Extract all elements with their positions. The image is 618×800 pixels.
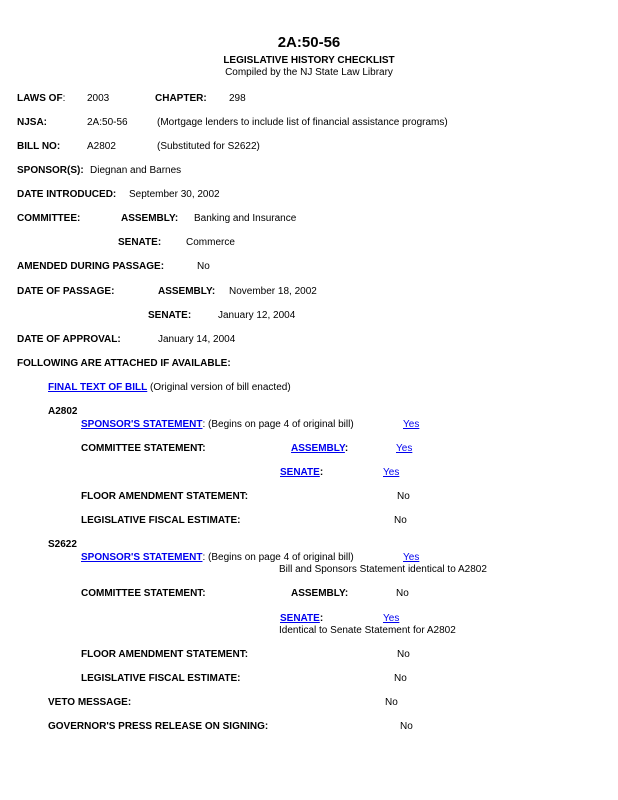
s2622-senate-sub: Identical to Senate Statement for A2802 bbox=[279, 625, 456, 636]
s2622-sponsor-note: : (Begins on page 4 of original bill) bbox=[202, 552, 354, 563]
s2622-senate-colon: : bbox=[319, 613, 324, 624]
a2802-assembly-yes-link[interactable]: Yes bbox=[396, 443, 413, 454]
s2622-committee-label: COMMITTEE STATEMENT: bbox=[81, 588, 206, 599]
s2622-senate-row bbox=[280, 613, 323, 625]
amended-label: AMENDED DURING PASSAGE: bbox=[17, 261, 165, 272]
bill-no-value: A2802 bbox=[87, 141, 116, 152]
laws-of-label: LAWS OF bbox=[17, 93, 63, 104]
a2802-fiscal-label: LEGISLATIVE FISCAL ESTIMATE: bbox=[81, 515, 241, 526]
njsa-note: (Mortgage lenders to include list of financial assistance programs) bbox=[157, 117, 448, 128]
s2622-senate-yes-link[interactable]: Yes bbox=[383, 613, 400, 624]
s2622-sponsor-statement-link[interactable]: SPONSOR'S STATEMENT bbox=[81, 552, 203, 563]
final-text-link[interactable]: FINAL TEXT OF BILL bbox=[48, 382, 148, 393]
a2802-senate-row bbox=[280, 467, 323, 479]
bill-no-note: (Substituted for S2622) bbox=[157, 141, 260, 152]
a2802-sponsor-note: : (Begins on page 4 of original bill) bbox=[202, 419, 354, 430]
laws-of-colon: : bbox=[62, 93, 66, 104]
s2622-fiscal-label: LEGISLATIVE FISCAL ESTIMATE: bbox=[81, 673, 241, 684]
a2802-sponsor-yes-link[interactable]: Yes bbox=[403, 419, 420, 430]
attached-heading: FOLLOWING ARE ATTACHED IF AVAILABLE: bbox=[17, 358, 231, 369]
page-subtitle: LEGISLATIVE HISTORY CHECKLIST bbox=[223, 55, 395, 66]
s2622-floor-value: No bbox=[397, 649, 410, 660]
s2622-fiscal-value: No bbox=[394, 673, 407, 684]
a2802-senate-colon: : bbox=[319, 467, 324, 478]
final-text-note: (Original version of bill enacted) bbox=[147, 382, 291, 393]
press-release-label: GOVERNOR'S PRESS RELEASE ON SIGNING: bbox=[48, 721, 269, 732]
date-introduced-value: September 30, 2002 bbox=[129, 189, 220, 200]
a2802-assembly-colon: : bbox=[344, 443, 349, 454]
date-of-passage-label: DATE OF PASSAGE: bbox=[17, 286, 115, 297]
njsa-label: NJSA: bbox=[17, 117, 48, 128]
committee-assembly-value: Banking and Insurance bbox=[194, 213, 297, 224]
a2802-assembly-link[interactable]: ASSEMBLY bbox=[291, 443, 345, 454]
press-release-value: No bbox=[400, 721, 413, 732]
a2802-senate-yes-link[interactable]: Yes bbox=[383, 467, 400, 478]
chapter-value: 298 bbox=[229, 93, 246, 104]
sponsors-label: SPONSOR(S): bbox=[17, 165, 84, 176]
bill-no-label: BILL NO: bbox=[17, 141, 61, 152]
passage-assembly-label: ASSEMBLY: bbox=[158, 286, 216, 297]
committee-senate-value: Commerce bbox=[186, 237, 235, 248]
s2622-floor-label: FLOOR AMENDMENT STATEMENT: bbox=[81, 649, 249, 660]
final-text-row bbox=[48, 382, 291, 394]
passage-senate-value: January 12, 2004 bbox=[218, 310, 296, 321]
s2622-heading: S2622 bbox=[48, 539, 77, 550]
a2802-senate-link[interactable]: SENATE bbox=[280, 467, 320, 478]
page-title: 2A:50-56 bbox=[277, 34, 341, 51]
a2802-committee-label: COMMITTEE STATEMENT: bbox=[81, 443, 206, 454]
s2622-assembly-value: No bbox=[396, 588, 409, 599]
s2622-assembly-label: ASSEMBLY: bbox=[291, 588, 349, 599]
laws-of-value: 2003 bbox=[87, 93, 110, 104]
committee-label: COMMITTEE: bbox=[17, 213, 81, 224]
date-of-approval-label: DATE OF APPROVAL: bbox=[17, 334, 121, 345]
date-of-approval-value: January 14, 2004 bbox=[158, 334, 236, 345]
a2802-heading: A2802 bbox=[48, 406, 78, 417]
njsa-value: 2A:50-56 bbox=[87, 117, 128, 128]
date-introduced-label: DATE INTRODUCED: bbox=[17, 189, 117, 200]
laws-of-label-group bbox=[17, 93, 65, 105]
compiled-by: Compiled by the NJ State Law Library bbox=[225, 67, 393, 78]
a2802-floor-value: No bbox=[397, 491, 410, 502]
committee-senate-label: SENATE: bbox=[118, 237, 162, 248]
passage-senate-label: SENATE: bbox=[148, 310, 192, 321]
passage-assembly-value: November 18, 2002 bbox=[229, 286, 317, 297]
s2622-senate-link[interactable]: SENATE bbox=[280, 613, 320, 624]
committee-assembly-label: ASSEMBLY: bbox=[121, 213, 179, 224]
veto-value: No bbox=[385, 697, 398, 708]
amended-value: No bbox=[197, 261, 210, 272]
sponsors-value: Diegnan and Barnes bbox=[90, 165, 182, 176]
s2622-sponsor-sub: Bill and Sponsors Statement identical to A2802 bbox=[279, 564, 487, 575]
s2622-sponsor-row bbox=[81, 552, 354, 564]
s2622-sponsor-yes-link[interactable]: Yes bbox=[403, 552, 420, 563]
a2802-floor-label: FLOOR AMENDMENT STATEMENT: bbox=[81, 491, 249, 502]
a2802-sponsor-row bbox=[81, 419, 354, 431]
a2802-sponsor-statement-link[interactable]: SPONSOR'S STATEMENT bbox=[81, 419, 203, 430]
veto-label: VETO MESSAGE: bbox=[48, 697, 132, 708]
a2802-assembly-row bbox=[291, 443, 348, 455]
a2802-fiscal-value: No bbox=[394, 515, 407, 526]
chapter-label: CHAPTER: bbox=[155, 93, 207, 104]
